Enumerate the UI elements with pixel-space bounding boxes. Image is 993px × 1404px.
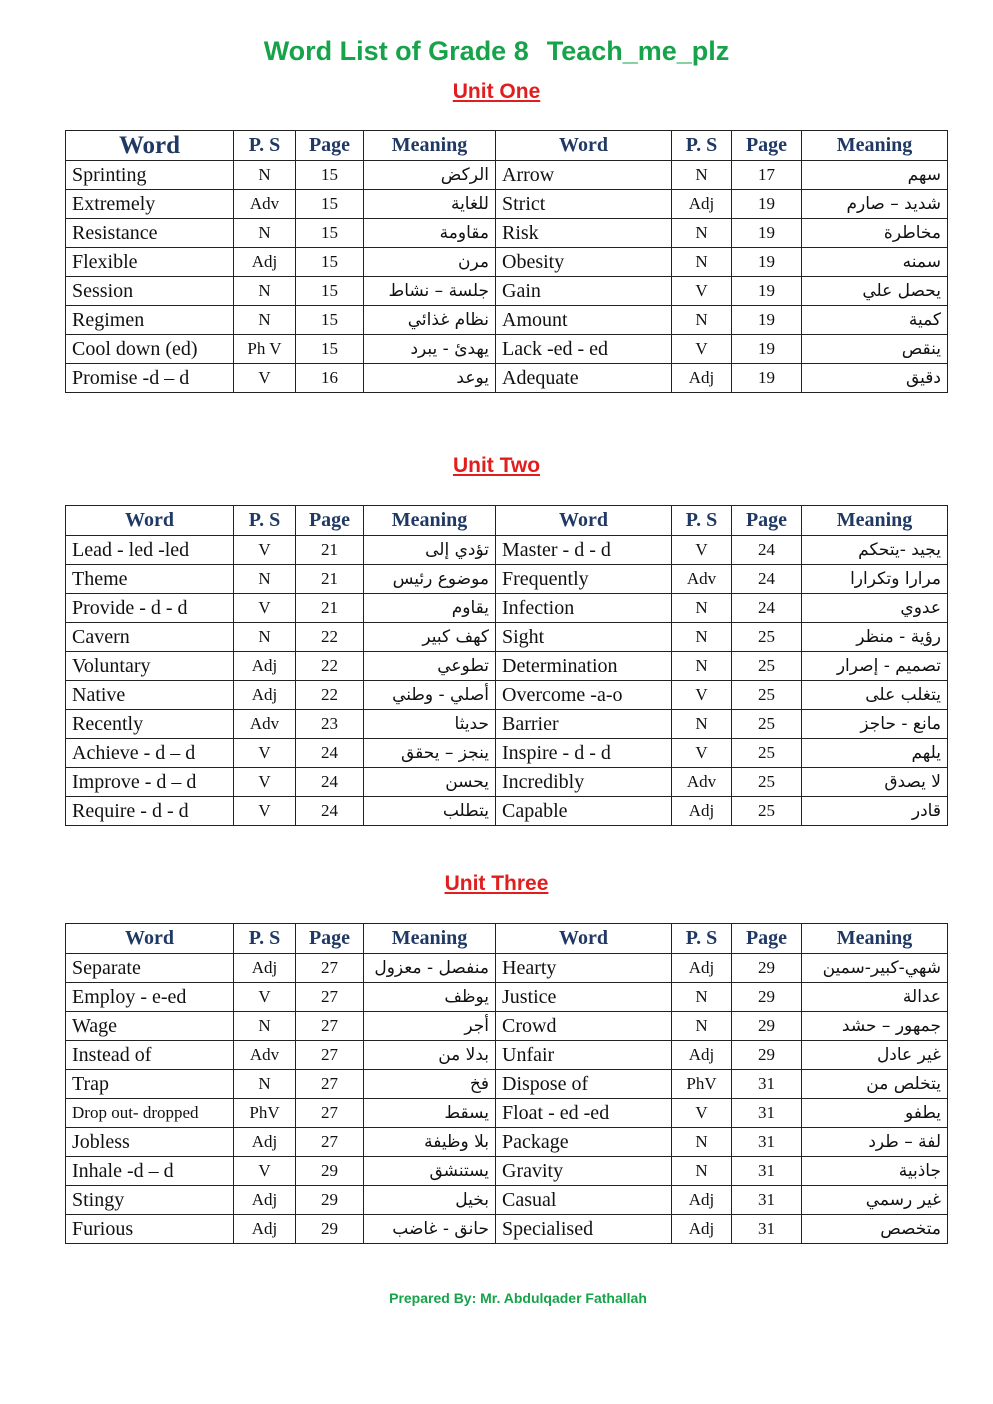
ps-cell: V: [234, 739, 296, 768]
word-cell: Casual: [496, 1186, 672, 1215]
word-cell: Strict: [496, 190, 672, 219]
ps-cell: Adj: [234, 248, 296, 277]
page-cell: 21: [296, 536, 364, 565]
word-cell: Resistance: [66, 219, 234, 248]
meaning-cell: يحصل علي: [802, 277, 948, 306]
column-header: P. S: [234, 131, 296, 161]
word-cell: Float - ed -ed: [496, 1099, 672, 1128]
word-cell: Amount: [496, 306, 672, 335]
word-cell: Overcome -a-o: [496, 681, 672, 710]
page-cell: 22: [296, 623, 364, 652]
table-row: [66, 681, 948, 710]
word-cell: Master - d - d: [496, 536, 672, 565]
unit-one-heading: Unit One: [452, 80, 541, 103]
ps-cell: Adj: [672, 797, 732, 826]
page-cell: 24: [732, 565, 802, 594]
column-header: Meaning: [802, 506, 948, 536]
footer-credit: Prepared By: Mr. Abdulqader Fathallah: [389, 1290, 647, 1306]
page-cell: 27: [296, 1099, 364, 1128]
table-row: [66, 623, 948, 652]
column-header: Word: [496, 924, 672, 954]
word-cell: Voluntary: [66, 652, 234, 681]
page-cell: 24: [732, 536, 802, 565]
word-cell: Adequate: [496, 364, 672, 393]
title-main: Word List of Grade 8: [263, 36, 529, 66]
page-cell: 15: [296, 306, 364, 335]
page-cell: 15: [296, 190, 364, 219]
page-title: [0, 36, 993, 67]
page-cell: 24: [296, 739, 364, 768]
word-cell: Employ - e-ed: [66, 983, 234, 1012]
meaning-cell: متخصص: [802, 1215, 948, 1244]
word-cell: Risk: [496, 219, 672, 248]
page-cell: 19: [732, 248, 802, 277]
page-cell: 25: [732, 739, 802, 768]
page-cell: 23: [296, 710, 364, 739]
meaning-cell: بدلا من: [364, 1041, 496, 1070]
column-header: Word: [66, 506, 234, 536]
word-cell: Cool down (ed): [66, 335, 234, 364]
ps-cell: V: [672, 1099, 732, 1128]
meaning-cell: بخيل: [364, 1186, 496, 1215]
meaning-cell: يطفو: [802, 1099, 948, 1128]
meaning-cell: ينجز – يحقق: [364, 739, 496, 768]
word-cell: Hearty: [496, 954, 672, 983]
meaning-cell: بلا وظيفة: [364, 1128, 496, 1157]
meaning-cell: تطوعي: [364, 652, 496, 681]
ps-cell: Adv: [672, 768, 732, 797]
table-row: [66, 1099, 948, 1128]
ps-cell: V: [234, 768, 296, 797]
ps-cell: V: [672, 681, 732, 710]
meaning-cell: فخ: [364, 1070, 496, 1099]
word-cell: Unfair: [496, 1041, 672, 1070]
column-header: P. S: [672, 506, 732, 536]
meaning-cell: الركض: [364, 161, 496, 190]
word-cell: Gravity: [496, 1157, 672, 1186]
page-cell: 22: [296, 652, 364, 681]
unit-three-table: [65, 923, 948, 1244]
page-cell: 31: [732, 1186, 802, 1215]
word-cell: Theme: [66, 565, 234, 594]
meaning-cell: دقيق: [802, 364, 948, 393]
page-cell: 17: [732, 161, 802, 190]
word-cell: Wage: [66, 1012, 234, 1041]
ps-cell: Adj: [234, 1186, 296, 1215]
page-cell: 21: [296, 594, 364, 623]
word-cell: Provide - d - d: [66, 594, 234, 623]
word-cell: Sprinting: [66, 161, 234, 190]
word-cell: Recently: [66, 710, 234, 739]
meaning-cell: يجيد -يتحكم: [802, 536, 948, 565]
table-row: [66, 1157, 948, 1186]
column-header: Page: [732, 924, 802, 954]
page-cell: 25: [732, 623, 802, 652]
word-cell: Inspire - d - d: [496, 739, 672, 768]
page-cell: 25: [732, 710, 802, 739]
page-cell: 19: [732, 364, 802, 393]
ps-cell: Adv: [234, 710, 296, 739]
meaning-cell: مخاطرة: [802, 219, 948, 248]
page-cell: 19: [732, 277, 802, 306]
ps-cell: Adj: [234, 652, 296, 681]
page-cell: 27: [296, 954, 364, 983]
column-header: Page: [296, 924, 364, 954]
page-cell: 19: [732, 219, 802, 248]
page-cell: 27: [296, 983, 364, 1012]
meaning-cell: حديثا: [364, 710, 496, 739]
ps-cell: N: [672, 161, 732, 190]
word-cell: Lead - led -led: [66, 536, 234, 565]
table-row: [66, 219, 948, 248]
page-cell: 31: [732, 1128, 802, 1157]
ps-cell: N: [672, 1012, 732, 1041]
meaning-cell: شهي-كبير-سمين: [802, 954, 948, 983]
page-cell: 29: [296, 1215, 364, 1244]
page-cell: 25: [732, 768, 802, 797]
word-cell: Promise -d – d: [66, 364, 234, 393]
table-row: [66, 536, 948, 565]
meaning-cell: مقاومة: [364, 219, 496, 248]
meaning-cell: يلهم: [802, 739, 948, 768]
meaning-cell: تؤدي إلى: [364, 536, 496, 565]
page-cell: 31: [732, 1157, 802, 1186]
word-cell: Session: [66, 277, 234, 306]
word-cell: Barrier: [496, 710, 672, 739]
word-cell: Sight: [496, 623, 672, 652]
word-cell: Gain: [496, 277, 672, 306]
ps-cell: V: [234, 594, 296, 623]
ps-cell: Ph V: [234, 335, 296, 364]
meaning-cell: مرارا وتكرارا: [802, 565, 948, 594]
table-row: [66, 190, 948, 219]
word-cell: Furious: [66, 1215, 234, 1244]
ps-cell: Adv: [234, 190, 296, 219]
ps-cell: N: [672, 306, 732, 335]
ps-cell: V: [672, 739, 732, 768]
table-row: [66, 652, 948, 681]
word-cell: Capable: [496, 797, 672, 826]
word-cell: Jobless: [66, 1128, 234, 1157]
meaning-cell: تصميم - إصرار: [802, 652, 948, 681]
table-header-row: [66, 506, 948, 536]
word-cell: Determination: [496, 652, 672, 681]
page-cell: 27: [296, 1128, 364, 1157]
meaning-cell: شديد – صارم: [802, 190, 948, 219]
page-cell: 25: [732, 681, 802, 710]
table-row: [66, 248, 948, 277]
ps-cell: PhV: [234, 1099, 296, 1128]
page-cell: 31: [732, 1099, 802, 1128]
page-cell: 27: [296, 1012, 364, 1041]
meaning-cell: يهدئ - يبرد: [364, 335, 496, 364]
meaning-cell: أصلي - وطني: [364, 681, 496, 710]
page-cell: 31: [732, 1070, 802, 1099]
title-handle: Teach_me_plz: [546, 36, 730, 66]
page-cell: 15: [296, 248, 364, 277]
meaning-cell: نظام غذائي: [364, 306, 496, 335]
table-row: [66, 277, 948, 306]
page-cell: 31: [732, 1215, 802, 1244]
unit-two-heading: Unit Two: [452, 454, 541, 477]
table-row: [66, 954, 948, 983]
table-row: [66, 161, 948, 190]
page-cell: 29: [732, 954, 802, 983]
column-header: Word: [496, 131, 672, 161]
word-cell: Cavern: [66, 623, 234, 652]
ps-cell: N: [672, 1128, 732, 1157]
page-cell: 25: [732, 797, 802, 826]
table-header-row: [66, 924, 948, 954]
ps-cell: PhV: [672, 1070, 732, 1099]
ps-cell: Adj: [672, 190, 732, 219]
word-cell: Regimen: [66, 306, 234, 335]
meaning-cell: يسقط: [364, 1099, 496, 1128]
meaning-cell: قادر: [802, 797, 948, 826]
meaning-cell: سهم: [802, 161, 948, 190]
column-header: P. S: [234, 506, 296, 536]
meaning-cell: مانع - حاجز: [802, 710, 948, 739]
table-row: [66, 1012, 948, 1041]
ps-cell: N: [672, 219, 732, 248]
word-cell: Arrow: [496, 161, 672, 190]
column-header: Word: [66, 131, 234, 161]
meaning-cell: يتخلص من: [802, 1070, 948, 1099]
ps-cell: N: [672, 652, 732, 681]
ps-cell: Adj: [234, 681, 296, 710]
meaning-cell: أجر: [364, 1012, 496, 1041]
meaning-cell: جاذبية: [802, 1157, 948, 1186]
page-cell: 15: [296, 161, 364, 190]
table-header-row: [66, 131, 948, 161]
meaning-cell: غير عادل: [802, 1041, 948, 1070]
word-cell: Justice: [496, 983, 672, 1012]
page-cell: 29: [732, 1012, 802, 1041]
meaning-cell: يقاوم: [364, 594, 496, 623]
word-cell: Dispose of: [496, 1070, 672, 1099]
ps-cell: N: [234, 161, 296, 190]
meaning-cell: يتطلب: [364, 797, 496, 826]
ps-cell: N: [234, 1012, 296, 1041]
table-row: [66, 306, 948, 335]
ps-cell: Adj: [234, 954, 296, 983]
page-cell: 29: [732, 983, 802, 1012]
column-header: Word: [66, 924, 234, 954]
word-cell: Inhale -d – d: [66, 1157, 234, 1186]
column-header: P. S: [672, 131, 732, 161]
table-row: [66, 710, 948, 739]
page-cell: 27: [296, 1070, 364, 1099]
table-row: [66, 739, 948, 768]
table-row: [66, 983, 948, 1012]
meaning-cell: سمنه: [802, 248, 948, 277]
ps-cell: Adj: [672, 1215, 732, 1244]
page-cell: 16: [296, 364, 364, 393]
meaning-cell: رؤية - منظر: [802, 623, 948, 652]
page-cell: 29: [732, 1041, 802, 1070]
word-cell: Instead of: [66, 1041, 234, 1070]
page-cell: 24: [732, 594, 802, 623]
ps-cell: V: [672, 335, 732, 364]
meaning-cell: جمهور – حشد: [802, 1012, 948, 1041]
meaning-cell: منفصل - معزول: [364, 954, 496, 983]
page-cell: 24: [296, 797, 364, 826]
column-header: Word: [496, 506, 672, 536]
ps-cell: V: [234, 983, 296, 1012]
page-cell: 29: [296, 1157, 364, 1186]
ps-cell: Adj: [234, 1215, 296, 1244]
word-cell: Flexible: [66, 248, 234, 277]
word-cell: Separate: [66, 954, 234, 983]
meaning-cell: غير رسمي: [802, 1186, 948, 1215]
meaning-cell: يستنشق: [364, 1157, 496, 1186]
column-header: Meaning: [364, 924, 496, 954]
column-header: Meaning: [364, 131, 496, 161]
ps-cell: V: [234, 1157, 296, 1186]
meaning-cell: عدالة: [802, 983, 948, 1012]
meaning-cell: يتغلب على: [802, 681, 948, 710]
word-cell: Infection: [496, 594, 672, 623]
meaning-cell: كهف كبير: [364, 623, 496, 652]
ps-cell: N: [234, 1070, 296, 1099]
word-cell: Extremely: [66, 190, 234, 219]
meaning-cell: لا يصدق: [802, 768, 948, 797]
word-cell: Native: [66, 681, 234, 710]
ps-cell: N: [672, 1157, 732, 1186]
column-header: Meaning: [802, 924, 948, 954]
page-cell: 25: [732, 652, 802, 681]
word-cell: Trap: [66, 1070, 234, 1099]
column-header: Meaning: [802, 131, 948, 161]
table-row: [66, 594, 948, 623]
ps-cell: N: [234, 565, 296, 594]
meaning-cell: يحسن: [364, 768, 496, 797]
meaning-cell: عدوي: [802, 594, 948, 623]
page-cell: 19: [732, 335, 802, 364]
unit-one-table: [65, 130, 948, 393]
table-row: [66, 1186, 948, 1215]
page-cell: 29: [296, 1186, 364, 1215]
ps-cell: N: [234, 219, 296, 248]
column-header: Page: [732, 506, 802, 536]
ps-cell: N: [234, 623, 296, 652]
ps-cell: Adj: [672, 1186, 732, 1215]
table-row: [66, 797, 948, 826]
ps-cell: V: [672, 277, 732, 306]
ps-cell: N: [234, 277, 296, 306]
word-cell: Lack -ed - ed: [496, 335, 672, 364]
ps-cell: Adj: [672, 954, 732, 983]
meaning-cell: للغاية: [364, 190, 496, 219]
table-row: [66, 565, 948, 594]
ps-cell: N: [672, 710, 732, 739]
meaning-cell: لفة – طرد: [802, 1128, 948, 1157]
ps-cell: N: [672, 983, 732, 1012]
page-cell: 15: [296, 335, 364, 364]
table-row: [66, 335, 948, 364]
word-cell: Achieve - d – d: [66, 739, 234, 768]
page-cell: 21: [296, 565, 364, 594]
meaning-cell: ينقص: [802, 335, 948, 364]
word-cell: Drop out- dropped: [66, 1099, 234, 1128]
word-cell: Improve - d – d: [66, 768, 234, 797]
table-row: [66, 1041, 948, 1070]
column-header: P. S: [234, 924, 296, 954]
column-header: Meaning: [364, 506, 496, 536]
table-row: [66, 1128, 948, 1157]
meaning-cell: كمية: [802, 306, 948, 335]
table-row: [66, 1070, 948, 1099]
ps-cell: N: [672, 623, 732, 652]
ps-cell: V: [672, 536, 732, 565]
word-cell: Package: [496, 1128, 672, 1157]
meaning-cell: مرن: [364, 248, 496, 277]
unit-two-table: [65, 505, 948, 826]
word-cell: Incredibly: [496, 768, 672, 797]
word-cell: Crowd: [496, 1012, 672, 1041]
unit-three-heading: Unit Three: [444, 872, 549, 895]
meaning-cell: يوظف: [364, 983, 496, 1012]
word-cell: Require - d - d: [66, 797, 234, 826]
ps-cell: V: [234, 536, 296, 565]
ps-cell: Adv: [234, 1041, 296, 1070]
meaning-cell: حانق - غاضب: [364, 1215, 496, 1244]
page-cell: 15: [296, 219, 364, 248]
ps-cell: V: [234, 364, 296, 393]
page-cell: 24: [296, 768, 364, 797]
meaning-cell: موضوع رئيس: [364, 565, 496, 594]
ps-cell: Adj: [234, 1128, 296, 1157]
ps-cell: Adj: [672, 364, 732, 393]
page-cell: 27: [296, 1041, 364, 1070]
page-cell: 22: [296, 681, 364, 710]
page-cell: 19: [732, 190, 802, 219]
column-header: Page: [296, 131, 364, 161]
word-cell: Specialised: [496, 1215, 672, 1244]
word-cell: Obesity: [496, 248, 672, 277]
table-row: [66, 768, 948, 797]
page-cell: 15: [296, 277, 364, 306]
ps-cell: Adv: [672, 565, 732, 594]
meaning-cell: جلسة – نشاط: [364, 277, 496, 306]
column-header: Page: [296, 506, 364, 536]
meaning-cell: يوعد: [364, 364, 496, 393]
word-cell: Frequently: [496, 565, 672, 594]
table-row: [66, 364, 948, 393]
page-cell: 19: [732, 306, 802, 335]
column-header: Page: [732, 131, 802, 161]
word-cell: Stingy: [66, 1186, 234, 1215]
ps-cell: N: [234, 306, 296, 335]
ps-cell: N: [672, 594, 732, 623]
ps-cell: V: [234, 797, 296, 826]
column-header: P. S: [672, 924, 732, 954]
ps-cell: N: [672, 248, 732, 277]
table-row: [66, 1215, 948, 1244]
ps-cell: Adj: [672, 1041, 732, 1070]
